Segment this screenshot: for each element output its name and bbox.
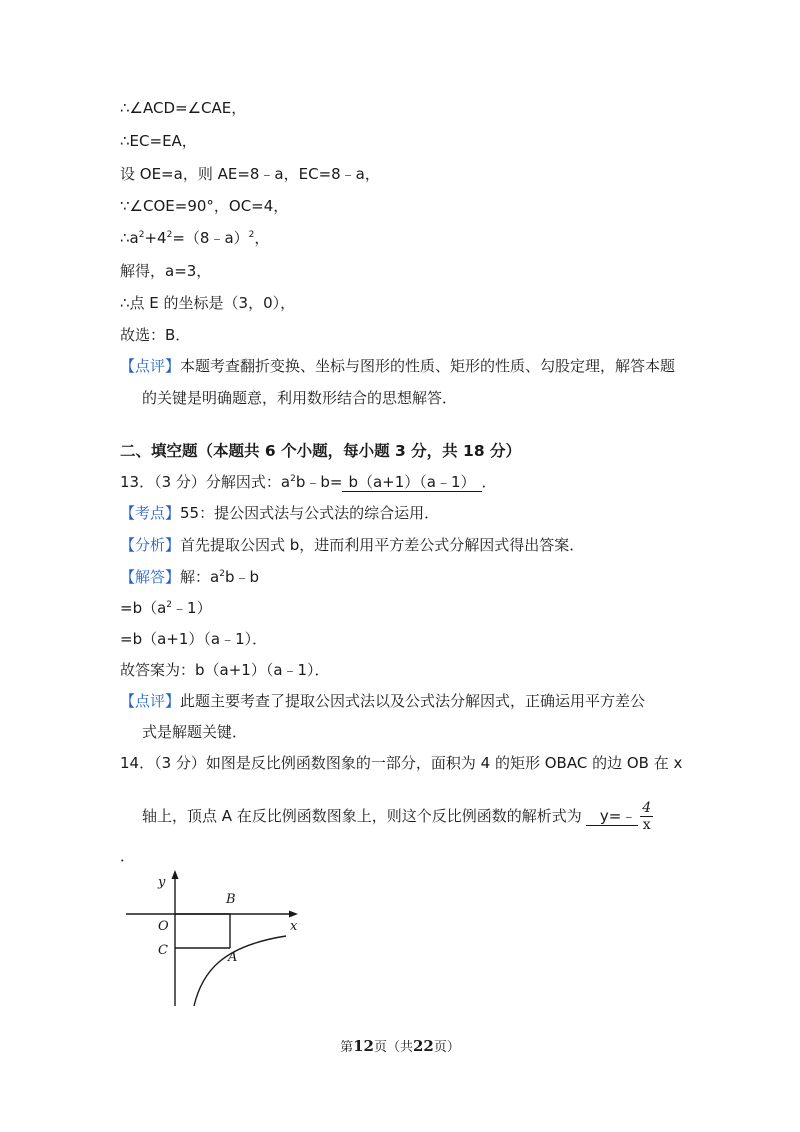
- step-line: $=b(a^2﹣1)$: [120, 599, 212, 617]
- section-heading: 二、填空题（本题共 6 个小题，每小题 3 分，共 18 分）: [120, 442, 522, 460]
- comment-line: 式是解题关键．: [142, 723, 248, 741]
- text-line: 故选：B．: [120, 326, 191, 344]
- comment-line: 【点评】此题主要考查了提取公因式法以及公式法分解因式，正确运用平方差公: [120, 692, 646, 710]
- text-line: ∴EC=EA，: [120, 132, 197, 150]
- answer-blank: y=﹣ $\frac{4}{x}$: [582, 800, 653, 833]
- hyperbola-curve: [194, 936, 286, 1006]
- label-y: y: [158, 875, 166, 890]
- label-x: x: [290, 919, 298, 934]
- comment-line: 【点评】本题考查翻折变换、坐标与图形的性质、矩形的性质、勾股定理，解答本题: [120, 357, 676, 375]
- question-13: 13．（3 分）分解因式：$a^2b﹣b=$ b（a+1）（a﹣1） ．: [120, 473, 497, 491]
- text-line: ∴点 E 的坐标是（3，0），: [120, 294, 296, 312]
- step-line: =b（a+1）（a﹣1）．: [120, 630, 268, 648]
- hyperbola-figure: [118, 870, 318, 1015]
- text-line: 设 OE=a，则 AE=8﹣a，EC=8﹣a，: [120, 165, 380, 183]
- label-b: B: [226, 892, 236, 907]
- fenxi-line: 【分析】首先提取公因式 b，进而利用平方差公式分解因式得出答案．: [120, 536, 585, 554]
- fenxi-tag: 【分析】: [120, 536, 181, 554]
- comment-tag: 【点评】: [120, 357, 181, 375]
- kaodian-line: 【考点】55：提公因式法与公式法的综合运用．: [120, 504, 440, 522]
- final-answer-line: 故答案为：b（a+1）（a﹣1）．: [120, 661, 330, 679]
- page-total: 22: [413, 1037, 434, 1055]
- answer-fraction: $\frac{4}{x}$: [642, 800, 652, 833]
- page-footer: 第12页（共22页）: [340, 1037, 460, 1055]
- comment-line: 的关键是明确题意，利用数形结合的思想解答．: [142, 389, 458, 407]
- text-line: 解得，a=3，: [120, 262, 212, 280]
- y-arrow: [172, 870, 179, 879]
- text-line: ∵∠COE=90°，OC=4，: [120, 197, 289, 215]
- jieda-line: 【解答】解：$a^2b﹣b$: [120, 568, 259, 586]
- text-line: ．: [120, 847, 136, 865]
- x-arrow: [289, 911, 298, 918]
- text-line: ∴∠ACD=∠CAE，: [120, 99, 247, 117]
- label-o: O: [158, 919, 169, 934]
- answer-blank: b（a+1）（a﹣1）: [342, 473, 481, 492]
- kaodian-tag: 【考点】: [120, 504, 181, 522]
- label-c: C: [158, 943, 168, 958]
- text-line: $\therefore a^2+4^2=(8﹣a)^2$，: [120, 229, 270, 247]
- page-number: 12: [353, 1037, 374, 1055]
- question-14: 14．（3 分）如图是反比例函数图象的一部分，面积为 4 的矩形 OBAC 的边 OB 在 x: [120, 754, 683, 772]
- question-14-line2: 轴上，顶点 A 在反比例函数图象上，则这个反比例函数的解析式为 y=﹣ $\frac{4}{x}$: [142, 800, 652, 833]
- comment-tag: 【点评】: [120, 692, 181, 710]
- label-a: A: [228, 950, 238, 965]
- jieda-tag: 【解答】: [120, 568, 181, 586]
